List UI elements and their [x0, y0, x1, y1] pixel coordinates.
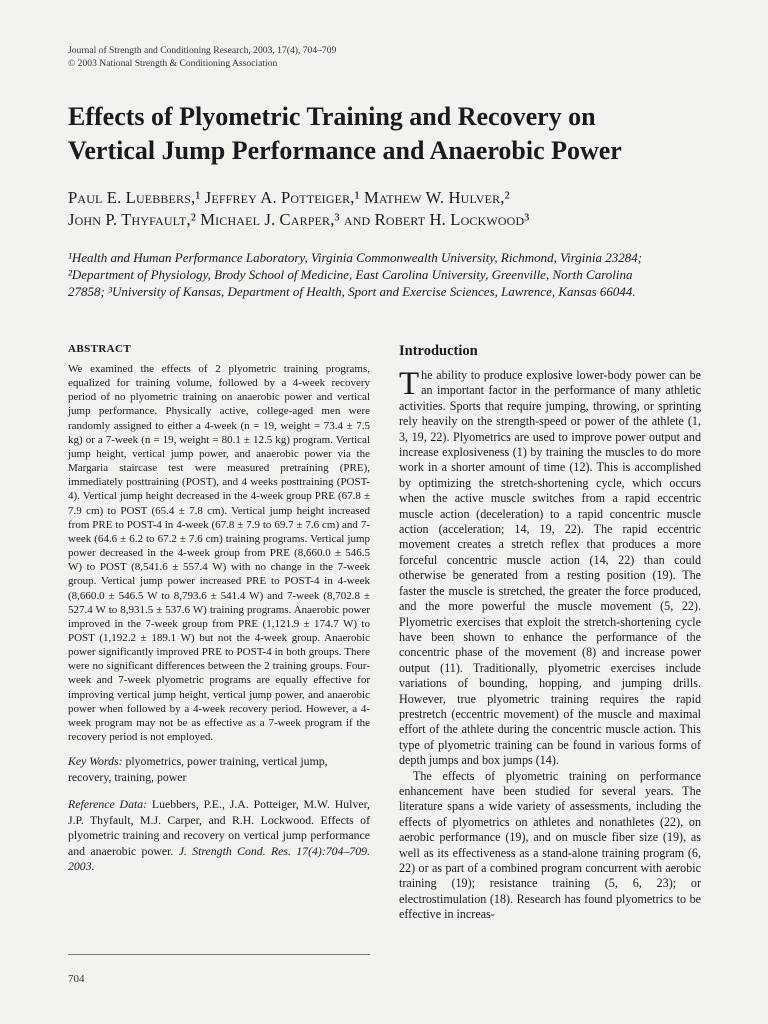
reference-label: Reference Data: — [68, 797, 148, 812]
journal-line: Journal of Strength and Conditioning Research, 2003, 17(4), 704–709 — [68, 45, 337, 56]
author-list — [68, 187, 708, 231]
abstract-heading: ABSTRACT — [68, 343, 132, 355]
introduction-paragraph-1-text: he ability to produce explosive lower-body power can be an important factor in the performance of many athletic activities. Sports that require jumping, throwing, or sprinting rely heavily on the strength-speed or power of the athlete (1, 3, 19, 22). Plyometrics are used to improve power output and increase explosiveness (1) by training the muscles to do more work in a shorter amount of time (12). This is accomplished by optimizing the stretch-shortening cycle, which occurs when the active muscle switches from a rapid eccentric muscle action (deceleration) to a rapid concentric muscle action (acceleration; 14, 19, 22). The rapid eccentric movement creates a stretch reflex that produces a more forceful concentric muscle action (14, 22) than could otherwise be generated from a resting position (19). The faster the muscle is stretched, the greater the force produced, and the more powerful the muscle movement (5, 22). Plyometric exercises that exploit the stretch-shortening cycle have been shown to enhance the performance of the concentric phase of the movement (8) and increase power output (11). Traditionally, plyometric exercises include variations of bounding, hopping, and jumping drills. However, true plyometric training requires the rapid prestretch (eccentric movement) of the muscle and maximal effort of the athlete during the concentric muscle action. This type of plyometric training can be found in various forms of depth jumps and box jumps (14). — [399, 368, 701, 768]
reference-text: Luebbers, P.E., J.A. Potteiger, M.W. Hulver, J.P. Thyfault, M.J. Carper, and R.H. Lockwood. Effects of plyometric training and recovery on vertical jump performance and anaerobic power. — [68, 797, 370, 858]
keywords-label: Key Words: — [68, 754, 123, 769]
title-line-2: Vertical Jump Performance and Anaerobic Power — [68, 136, 622, 165]
copyright-line: © 2003 National Strength & Conditioning Association — [68, 58, 278, 69]
right-column — [399, 343, 701, 923]
introduction-paragraph-2: The effects of plyometric training on performance enhancement have been studied for several years. The literature spans a wide variety of assessments, including the effects of plyometrics on athletes and nonathletes (22), on aerobic performance (19), and on muscle fiber size (19), as well as its effectiveness as a stand-alone training program (6, 22) or as part of a combined program concurrent with aerobic training (19); resistance training (5, 6, 23); or electrostimulation (18). Research has found plyometrics to be effective in increas- — [399, 768, 701, 922]
affiliation-line-2: ²Department of Physiology, Brody School of Medicine, East Carolina University, Greenville, North Carolina — [68, 267, 633, 282]
affiliation-line-1: ¹Health and Human Performance Laboratory, Virginia Commonwealth University, Richmond, Virginia 23284; — [68, 250, 643, 265]
affiliation-line-3: 27858; ³University of Kansas, Department of Health, Sport and Exercise Sciences, Lawrence, Kansas 66044. — [68, 284, 636, 299]
affiliations — [68, 249, 708, 300]
page-number: 704 — [68, 973, 85, 985]
introduction-paragraph-1 — [399, 368, 701, 769]
left-column — [68, 343, 370, 875]
keywords — [68, 754, 370, 785]
abstract-text: We examined the effects of 2 plyometric training programs, equalized for training volume, followed by a 4-week recovery period of no plyometric training on anaerobic power and vertical jump performance. Physically active, college-aged men were randomly assigned to either a 4-week (n = 19, weight = 73.4 ± 7.5 kg) or a 7-week (n = 19, weight = 80.1 ± 12.5 kg) program. Vertical jump height, vertical jump power, and anaerobic power via the Margaria staircase test were measured pretraining (PRE), immediately posttraining (POST), and 4 weeks posttraining (POST-4). Vertical jump height decreased in the 4-week group PRE (67.8 ± 7.9 cm) to POST (65.4 ± 7.8 cm). Vertical jump height increased from PRE to POST-4 in 4-week (67.8 ± 7.9 to 69.7 ± 7.6 cm) and 7-week (64.6 ± 6.2 to 67.2 ± 7.6 cm) training programs. Vertical jump power decreased in the 4-week group from PRE (8,660.0 ± 546.5 W) to POST (8,541.6 ± 557.4 W) with no change in the 7-week group. Vertical jump power increased PRE to POST-4 in 4-week (8,660.0 ± 546.5 W to 8,793.6 ± 541.4 W) and 7-week (8,702.8 ± 527.4 W to 8,931.5 ± 537.6 W) training programs. Anaerobic power improved in the 7-week group from PRE (1,121.9 ± 174.7 W) to POST (1,192.2 ± 189.1 W) but not the 4-week group. Anaerobic power significantly improved PRE to POST-4 in both groups. There were no significant differences between the 2 training groups. Four-week and 7-week plyometric programs are equally effective for improving vertical jump height, vertical jump power, and anaerobic power when followed by a 4-week recovery period. However, a 4-week program may not be as effective as a 7-week program if the recovery period is not employed. — [68, 363, 370, 744]
article-title — [68, 100, 708, 168]
footer-divider — [68, 954, 370, 955]
keywords-text: plyometrics, power training, vertical jump, recovery, training, power — [68, 754, 328, 784]
authors-line-1: Paul E. Luebbers,¹ Jeffrey A. Potteiger,¹ Mathew W. Hulver,² — [68, 188, 510, 207]
introduction-heading: Introduction — [399, 343, 478, 359]
drop-cap: T — [399, 366, 420, 402]
authors-line-2: John P. Thyfault,² Michael J. Carper,³ and Robert H. Lockwood³ — [68, 210, 530, 229]
reference-journal: J. Strength Cond. Res. 17(4):704–709. 2003. — [68, 843, 370, 874]
reference-data — [68, 797, 370, 875]
journal-citation — [68, 44, 468, 70]
title-line-1: Effects of Plyometric Training and Recovery on — [68, 102, 596, 131]
